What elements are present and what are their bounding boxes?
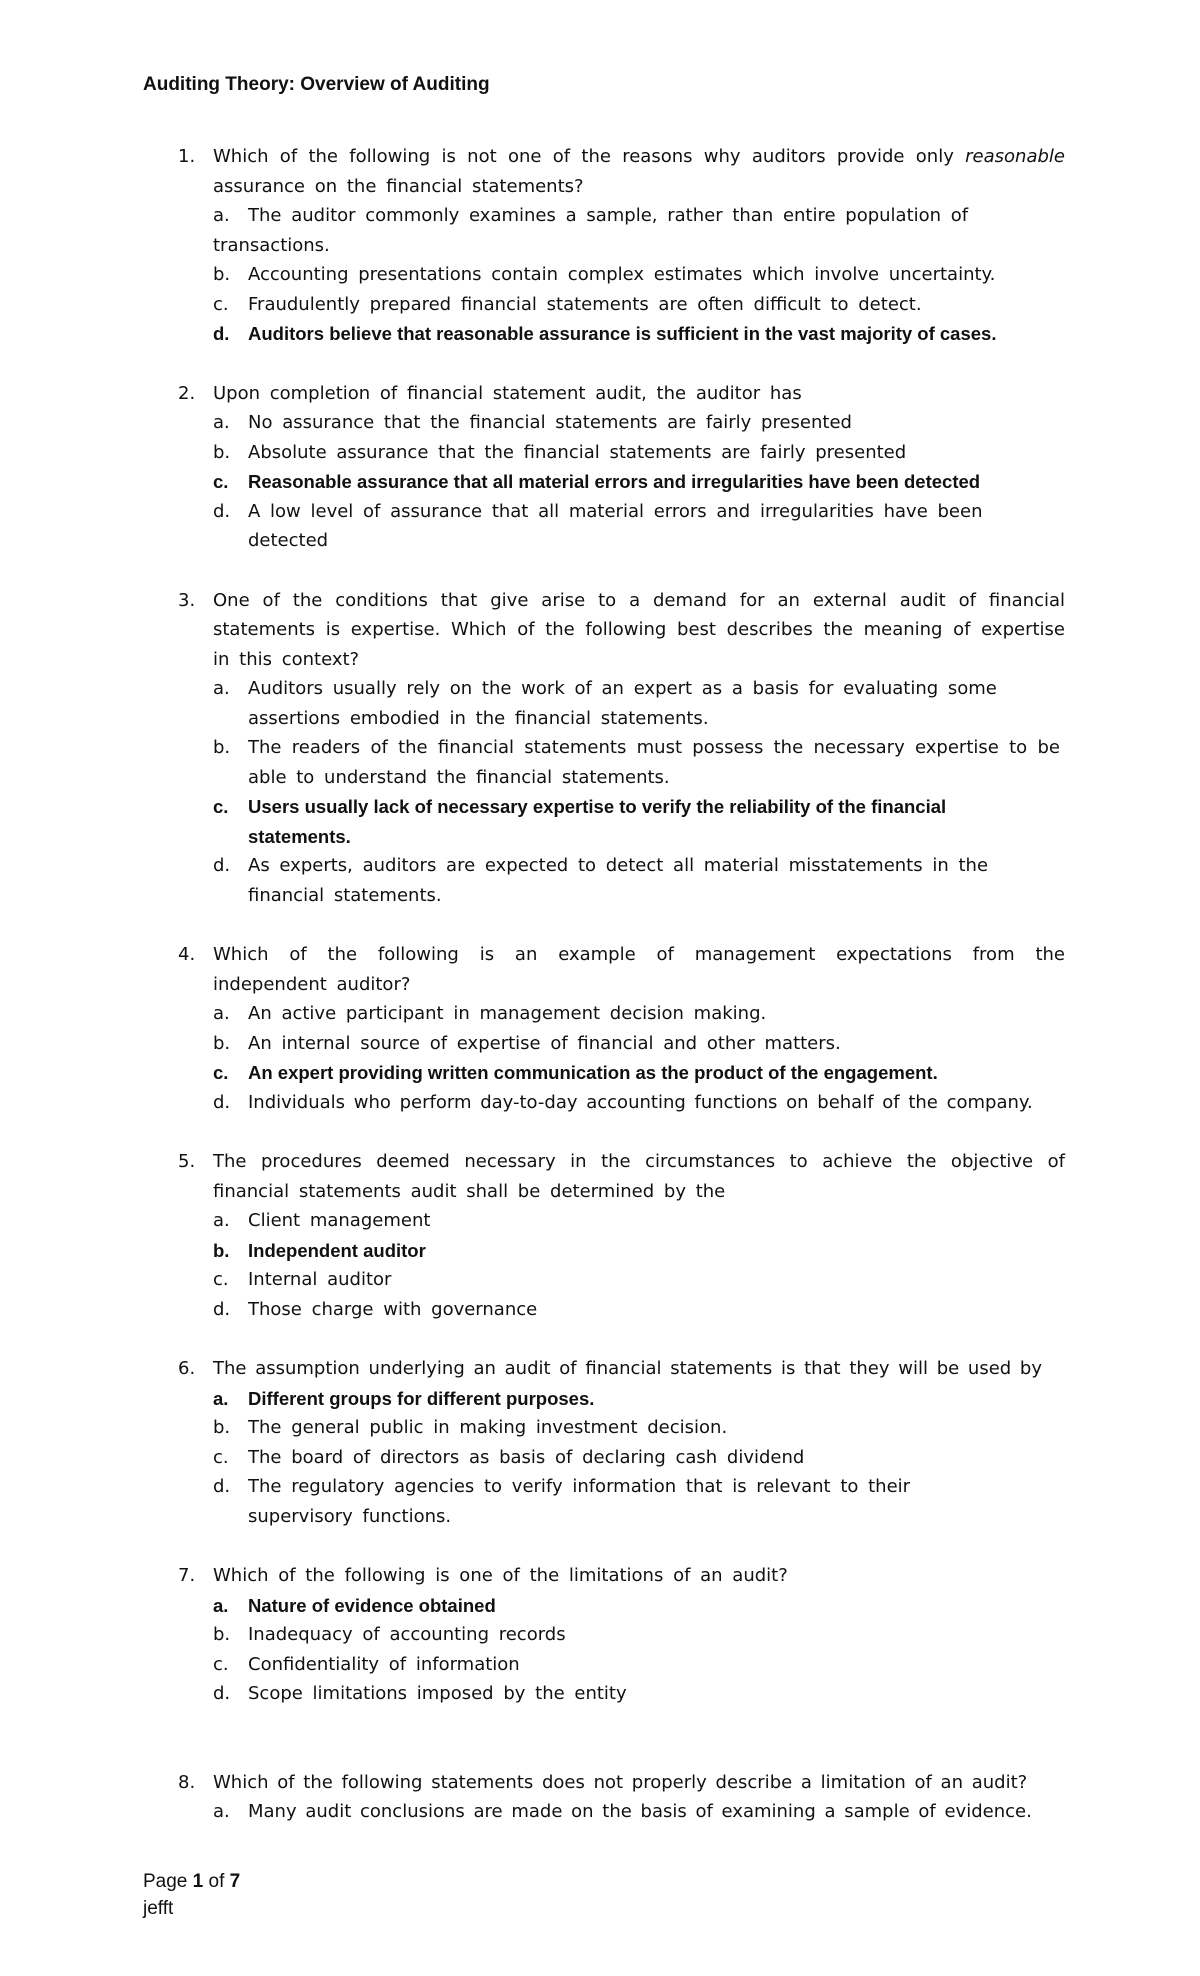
author-name: jefft	[143, 1898, 174, 1919]
option-a: a. No assurance that the financial statements are fairly presented	[213, 412, 852, 433]
question-text: Which of the following is not one of the reasons why auditors provide only reasonable assurance on the financial statements?	[213, 146, 1065, 197]
option-c: c. Internal auditor	[213, 1269, 392, 1290]
option-a-correct: a. Different groups for different purposes.	[213, 1387, 595, 1409]
question-7	[0, 1561, 1200, 1709]
question-number: 4.	[178, 944, 196, 965]
option-d: d. Those charge with governance	[213, 1298, 538, 1320]
question-number: 6.	[178, 1358, 196, 1379]
option-c-correct: c. Reasonable assurance that all material errors and irregularities have been detected	[213, 471, 981, 492]
option-b: b. Accounting presentations contain complex estimates which involve uncertainty.	[213, 264, 996, 285]
option-c-correct: c. An expert providing written communication as the product of the engagement.	[213, 1062, 938, 1083]
option-c: c. The board of directors as basis of declaring cash dividend	[213, 1446, 805, 1468]
document-title: Auditing Theory: Overview of Auditing	[143, 74, 490, 95]
option-a-correct: a. Nature of evidence obtained	[213, 1594, 496, 1616]
question-text: The assumption underlying an audit of financial statements is that they will be used by	[213, 1358, 1043, 1379]
question-5	[0, 1147, 1200, 1324]
question-number: 7.	[178, 1565, 196, 1586]
option-d: d. Scope limitations imposed by the entity	[213, 1683, 627, 1704]
question-text: Which of the following is one of the limitations of an audit?	[213, 1565, 788, 1586]
question-4	[0, 940, 1200, 1117]
option-c: c. Confidentiality of information	[213, 1653, 520, 1675]
question-text: Which of the following is an example of management expectations from the independent auditor?	[213, 944, 1065, 995]
option-c-correct: c. Users usually lack of necessary expertise to verify the reliability of the financial statements.	[213, 796, 947, 847]
option-a: a. The auditor commonly examines a sample, rather than entire population of transactions.	[213, 205, 969, 256]
page-footer	[143, 1868, 240, 1922]
option-d: d. Individuals who perform day-to-day accounting functions on behalf of the company.	[213, 1091, 1033, 1113]
question-number: 5.	[178, 1151, 196, 1172]
question-number: 1.	[178, 146, 196, 167]
question-text: The procedures deemed necessary in the circumstances to achieve the objective of financial statements audit shall be determined by the	[213, 1151, 1065, 1202]
question-text: Which of the following statements does not properly describe a limitation of an audit?	[213, 1771, 1028, 1793]
option-b: b. Absolute assurance that the financial statements are fairly presented	[213, 441, 907, 463]
emphasis-text: reasonable	[965, 146, 1065, 167]
question-3	[0, 586, 1200, 911]
question-number: 8.	[178, 1771, 196, 1793]
option-a: a. Auditors usually rely on the work of an expert as a basis for evaluating some assertions embodied in the financial statements.	[213, 678, 997, 729]
option-a: a. An active participant in management decision making.	[213, 1003, 767, 1024]
page-number: Page 1 of 7	[143, 1871, 241, 1892]
question-text: Upon completion of financial statement audit, the auditor has	[213, 382, 802, 404]
question-list	[0, 142, 1200, 1827]
option-b: b. Inadequacy of accounting records	[213, 1624, 566, 1645]
question-text: One of the conditions that give arise to a demand for an external audit of financial statements is expertise. Which of the following best describes the meaning of expertise in this context?	[213, 589, 1065, 670]
question-2	[0, 379, 1200, 556]
question-6	[0, 1354, 1200, 1531]
option-b-correct: b. Independent auditor	[213, 1239, 426, 1261]
option-a: a. Client management	[213, 1210, 431, 1231]
option-b: b. The readers of the financial statements must possess the necessary expertise to be able to understand the financial statements.	[213, 737, 1060, 788]
option-c: c. Fraudulently prepared financial statements are often difficult to detect.	[213, 293, 922, 315]
question-number: 2.	[178, 382, 196, 404]
question-8	[0, 1768, 1200, 1827]
option-a: a. Many audit conclusions are made on the basis of examining a sample of evidence.	[213, 1801, 1032, 1822]
option-d: d. A low level of assurance that all material errors and irregularities have been detected	[213, 500, 983, 551]
question-number: 3.	[178, 589, 196, 611]
option-d: d. As experts, auditors are expected to detect all material misstatements in the financial statements.	[213, 855, 989, 906]
question-1	[0, 142, 1200, 349]
option-d-correct: d. Auditors believe that reasonable assurance is sufficient in the vast majority of cases.	[213, 323, 997, 344]
option-d: d. The regulatory agencies to verify information that is relevant to their supervisory functions.	[213, 1476, 911, 1527]
option-b: b. An internal source of expertise of financial and other matters.	[213, 1032, 841, 1054]
option-b: b. The general public in making investment decision.	[213, 1417, 728, 1438]
